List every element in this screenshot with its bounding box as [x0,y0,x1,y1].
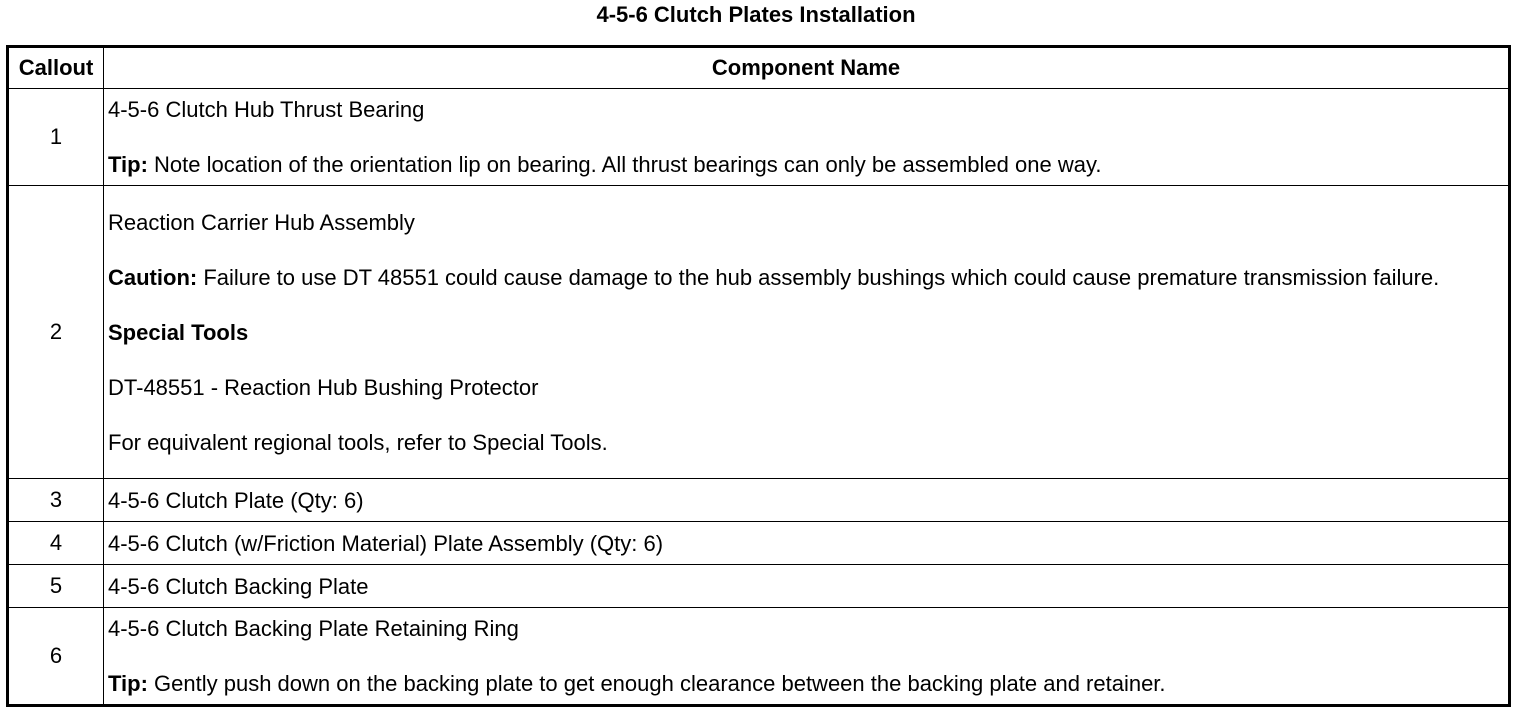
callout-cell: 1 [8,89,104,186]
component-cell [104,89,1510,186]
document-title: 4-5-6 Clutch Plates Installation [596,2,916,27]
component-name: Reaction Carrier Hub Assembly [108,209,415,235]
tip-label: Tip: [108,671,148,696]
callout-cell: 4 [8,522,104,565]
regional-tools-note: For equivalent regional tools, refer to Special Tools. [108,429,608,455]
table-row [8,89,1510,186]
callout-header: Callout [8,47,104,89]
table-row [8,608,1510,706]
component-name: 4-5-6 Clutch (w/Friction Material) Plate Assembly (Qty: 6) [108,530,664,556]
component-name-header: Component Name [104,47,1510,89]
callout-cell: 3 [8,479,104,522]
tip-note [108,151,1500,178]
component-name: 4-5-6 Clutch Backing Plate Retaining Ring [108,616,519,641]
component-name: 4-5-6 Clutch Backing Plate [108,573,369,599]
header-row [8,47,1510,89]
component-cell [104,186,1510,479]
caution-text: Failure to use DT 48551 could cause damage to the hub assembly bushings which could cause premature transmission failure. [197,264,1440,290]
table-row [8,186,1510,479]
tip-text: Note location of the orientation lip on bearing. All thrust bearings can only be assembled one way. [147,152,1102,177]
tip-text: Gently push down on the backing plate to get enough clearance between the backing plate and retainer. [147,671,1166,696]
callout-cell: 5 [8,565,104,608]
table-row [8,565,1510,608]
component-name: 4-5-6 Clutch Plate (Qty: 6) [108,487,364,513]
special-tools-heading: Special Tools [108,319,249,345]
tip-note [108,670,1500,697]
special-tool-item: DT-48551 - Reaction Hub Bushing Protector [108,374,539,400]
table-row [8,479,1510,522]
table-row [8,522,1510,565]
component-cell [104,479,1510,522]
component-cell [104,608,1510,706]
component-cell [104,565,1510,608]
component-cell [104,522,1510,565]
callout-cell: 2 [8,186,104,479]
component-name: 4-5-6 Clutch Hub Thrust Bearing [108,97,425,122]
callout-cell: 6 [8,608,104,706]
tip-label: Tip: [108,152,148,177]
caution-label: Caution: [108,264,198,290]
parts-table [6,45,1511,707]
caution-note [108,264,1500,291]
